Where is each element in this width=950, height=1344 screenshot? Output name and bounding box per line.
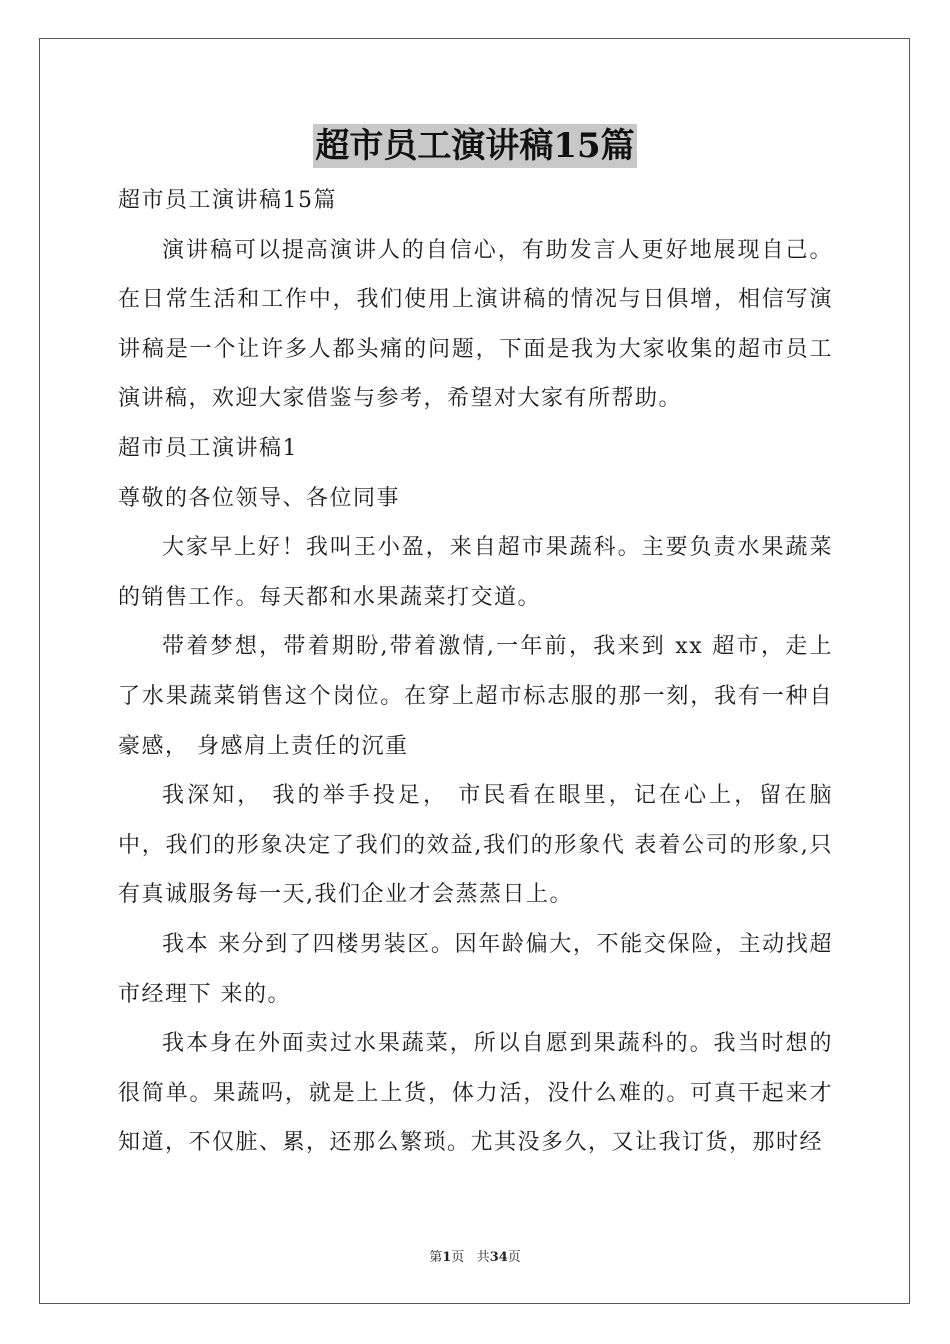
paragraph: 我本身在外面卖过水果蔬菜，所以自愿到果蔬科的。我当时想的很简单。果蔬吗，就是上上货，体力活，没什么难的。可真干起来才知道，不仅脏、累，还那么繁琐。尤其没多久，又让我订货，那时经 [118, 1031, 833, 1156]
paragraph: 尊敬的各位领导、各位同事 [118, 485, 401, 511]
title-container [0, 124, 950, 168]
document-body [118, 176, 833, 1168]
page-number: 1 [442, 1250, 452, 1265]
page-suffix: 页 [451, 1250, 465, 1265]
paragraph: 演讲稿可以提高演讲人的自信心，有助发言人更好地展现自己。在日常生活和工作中，我们使用上演讲稿的情况与日俱增，相信写演讲稿是一个让许多人都头痛的问题，下面是我为大家收集的超市员工演讲稿，欢迎大家借鉴与参考，希望对大家有所帮助。 [118, 237, 833, 412]
total-suffix: 页 [507, 1250, 521, 1265]
paragraph: 超市员工演讲稿15篇 [118, 188, 337, 213]
paragraph: 超市员工演讲稿1 [118, 435, 298, 461]
paragraph: 我深知， 我的举手投足， 市民看在眼里，记在心上，留在脑中，我们的形象决定了我们的效益,我们的形象代 表着公司的形象,只有真诚服务每一天,我们企业才会蒸蒸日上。 [118, 783, 833, 908]
page-footer [0, 1246, 950, 1265]
total-prefix: 共 [476, 1250, 490, 1265]
paragraph: 我本 来分到了四楼男装区。因年龄偏大，不能交保险，主动找超市经理下 来的。 [118, 931, 833, 1007]
paragraph: 带着梦想，带着期盼,带着激情,一年前，我来到 xx 超市，走上了水果蔬菜销售这个岗位。在穿上超市标志服的那一刻，我有一种自豪感， 身感肩上责任的沉重 [118, 634, 833, 759]
total-pages: 34 [489, 1250, 508, 1265]
document-title: 超市员工演讲稿15篇 [315, 126, 635, 166]
paragraph: 大家早上好！我叫王小盈，来自超市果蔬科。主要负责水果蔬菜的销售工作。每天都和水果蔬菜打交道。 [118, 535, 833, 610]
page-prefix: 第 [429, 1250, 443, 1265]
